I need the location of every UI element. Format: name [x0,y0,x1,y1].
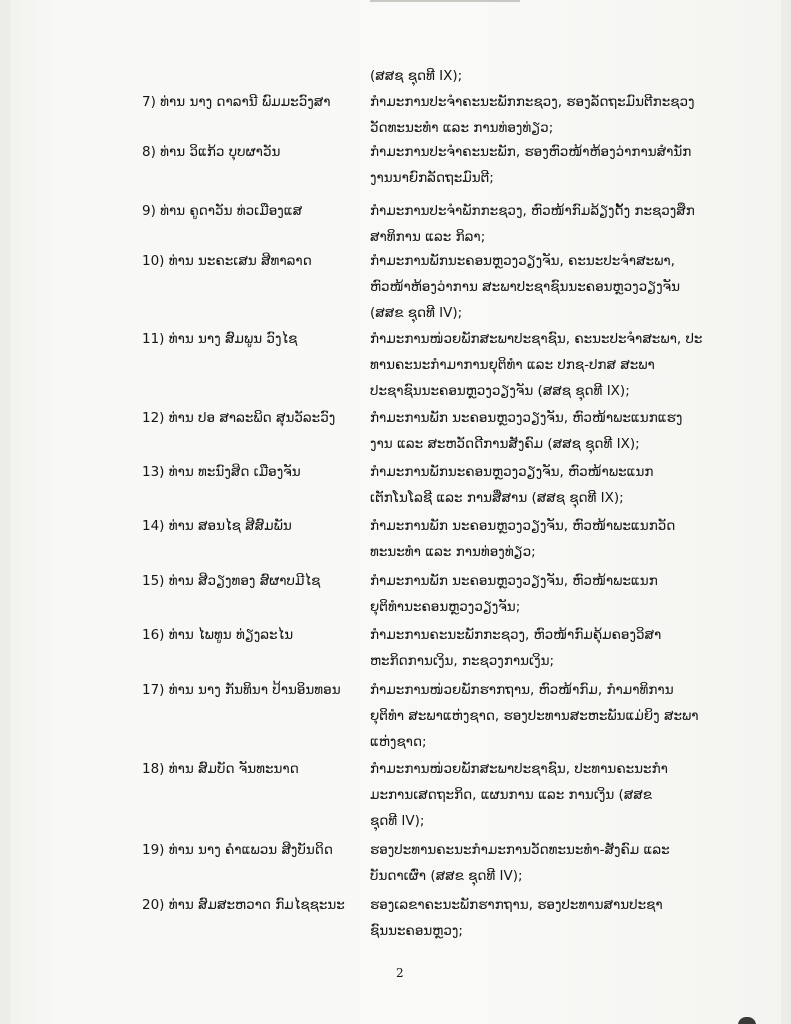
duty-line: ກຳມະການຄະນະພັກກະຊວງ, ຫົວໜ້າກົມຄຸ້ມຄອງວິສາ [370,627,662,643]
member-name: 16) ທ່ານ ໄພທູນ ທ່ຽງລະໄນ [142,627,294,643]
duty-line: ກຳມະການພັກ ນະຄອນຫຼວງວຽງຈັນ, ຫົວໜ້າພະແນກວັດ [370,518,676,534]
member-duty [370,203,695,255]
member-name: 14) ທ່ານ ສອນໄຊ ສີສົມພັນ [142,518,292,534]
duty-line: ມະການເສດຖະກິດ, ແຜນການ ແລະ ການເງິນ (ສສຂ [370,787,652,803]
duty-line: (ສສຊ ຊຸດທີ IX); [370,68,463,84]
member-name: 18) ທ່ານ ສົມບັດ ຈັນທະນາດ [142,761,299,777]
duty-line: ປະຊາຊົນນະຄອນຫຼວງວຽງຈັນ (ສສຊ ຊຸດທີ IX); [370,383,630,399]
duty-line: ຍຸຕິທຳນະຄອນຫຼວງວຽງຈັນ; [370,599,521,615]
duty-line: (ສສຂ ຊຸດທີ IV); [370,305,463,321]
member-duty [370,410,683,462]
member-name: 11) ທ່ານ ນາງ ສົມພູນ ວົງໄຊ [142,331,298,347]
duty-line: ບັນດາເຜົ່າ (ສສຂ ຊຸດທີ IV); [370,868,523,884]
duty-line: ວັດທະນະທຳ ແລະ ການທ່ອງທ່ຽວ; [370,120,554,136]
member-name: 19) ທ່ານ ນາງ ຄຳແພວນ ສີງບັນດິດ [142,842,333,858]
duty-line: ຮອງເລຂາຄະນະພັກຮາກຖານ, ຮອງປະທານສານປະຊາ [370,897,663,913]
duty-line: ງານນາຍົກລັດຖະມົນຕີ; [370,170,494,186]
member-name: 8) ທ່ານ ວິແກ້ວ ບຸບຜາວັນ [142,144,281,160]
document-page [10,0,781,1024]
member-duty [370,761,670,839]
duty-line: ຫະກິດການເງິນ, ກະຊວງການເງິນ; [370,653,555,669]
page-number: 2 [396,966,404,980]
duty-line: ກຳມະການປະຈຳຄະນະພັກ, ຮອງຫົວໜ້າຫ້ອງວ່າການສຳນັກ [370,144,692,160]
member-name: 20) ທ່ານ ສົມສະຫວາດ ກົມໄຊຊະນະ [142,897,345,913]
duty-line: ຊຸດທີ IV); [370,813,425,829]
member-duty [370,897,670,949]
member-name: 17) ທ່ານ ນາງ ກັນທິນາ ປ້ານອິນທອນ [142,682,341,698]
member-list [10,0,781,1024]
member-name: 10) ທ່ານ ນະຄະເສນ ສີທາລາດ [142,253,312,269]
member-duty [370,842,670,894]
duty-line: ກຳມະການພັກນະຄອນຫຼວງວຽງຈັນ, ຄະນະປະຈຳສະພາ, [370,253,675,269]
duty-line: ກຳມະການໜ່ວຍພັກສະພາປະຊາຊົນ, ປະທານຄະນະກຳ [370,761,668,777]
duty-line: ຮອງປະທານຄະນະກຳມະການວັດທະນະທຳ-ສັງຄົມ ແລະ [370,842,670,858]
member-duty [370,464,670,516]
duty-line: ເຕັກໂນໂລຊີ ແລະ ການສື່ສານ (ສສຊ ຊຸດທີ IX); [370,490,624,506]
member-duty [370,518,676,570]
duty-line: ທານຄະນະກຳມາການຍຸຕິທຳ ແລະ ປກຊ-ປກສ ສະພາ [370,357,655,373]
duty-line: ກຳມະການພັກ ນະຄອນຫຼວງວຽງຈັນ, ຫົວໜ້າພະແນກ [370,573,658,589]
duty-line: ກຳມະການປະຈຳພັກກະຊວງ, ຫົວໜ້າກົມລ້ຽງດັ້ງ ກະຊວງສຶກ [370,203,695,219]
duty-line: ຍຸຕິທຳ ສະພາແຫ່ງຊາດ, ຮອງປະທານສະຫະພັນແມ່ຍິງ ສະພາ [370,708,699,724]
duty-line: ສາທິການ ແລະ ກິລາ; [370,229,486,245]
binder-clip-shadow [738,1017,756,1024]
duty-line: ກຳມະການໜ່ວຍພັກສະພາປະຊາຊົນ, ຄະນະປະຈຳສະພາ, ປະ [370,331,703,347]
duty-line: ກຳມະການພັກ ນະຄອນຫຼວງວຽງຈັນ, ຫົວໜ້າພະແນກແຮງ [370,410,683,426]
member-name: 15) ທ່ານ ສີວຽງທອງ ສົຜາບມີໄຊ [142,573,321,589]
member-duty [370,94,695,146]
duty-line: ຊົນນະຄອນຫຼວງ; [370,923,463,939]
member-name: 9) ທ່ານ ຄູດາວັນ ທ່ວເມືອງແສ [142,203,303,219]
duty-line: ກຳມະການພັກນະຄອນຫຼວງວຽງຈັນ, ຫົວໜ້າພະແນກ [370,464,654,480]
duty-line: ກຳມະການປະຈຳຄະນະພັກກະຊວງ, ຮອງລັດຖະມົນຕີກະຊວງ [370,94,695,110]
duty-line: ກຳມະການໜ່ວຍພັກຮາກຖານ, ຫົວໜ້າກົມ, ກຳມາທິການ [370,682,674,698]
member-duty [370,682,699,760]
member-duty [370,627,670,679]
member-name: 12) ທ່ານ ປອ ສາລະພິດ ສຸນວັລະວົງ [142,410,336,426]
member-duty [370,573,670,625]
member-duty [370,253,680,331]
member-duty [370,331,703,409]
duty-line: ທະນະທຳ ແລະ ການທ່ອງທ່ຽວ; [370,544,536,560]
member-name: 13) ທ່ານ ທະນົງສິດ ເມືອງຈັນ [142,464,301,480]
duty-line: ງານ ແລະ ສະຫວັດດີການສັງຄົມ (ສສຊ ຊຸດທີ IX); [370,436,640,452]
member-name: 7) ທ່ານ ນາງ ດາລານີ ພົມມະວົງສາ [142,94,331,110]
duty-line: ຫົວໜ້າຫ້ອງວ່າການ ສະພາປະຊາຊົນນະຄອນຫຼວງວຽງຈັນ [370,279,680,295]
duty-line: ແຫ່ງຊາດ; [370,734,427,750]
member-duty [370,144,692,196]
